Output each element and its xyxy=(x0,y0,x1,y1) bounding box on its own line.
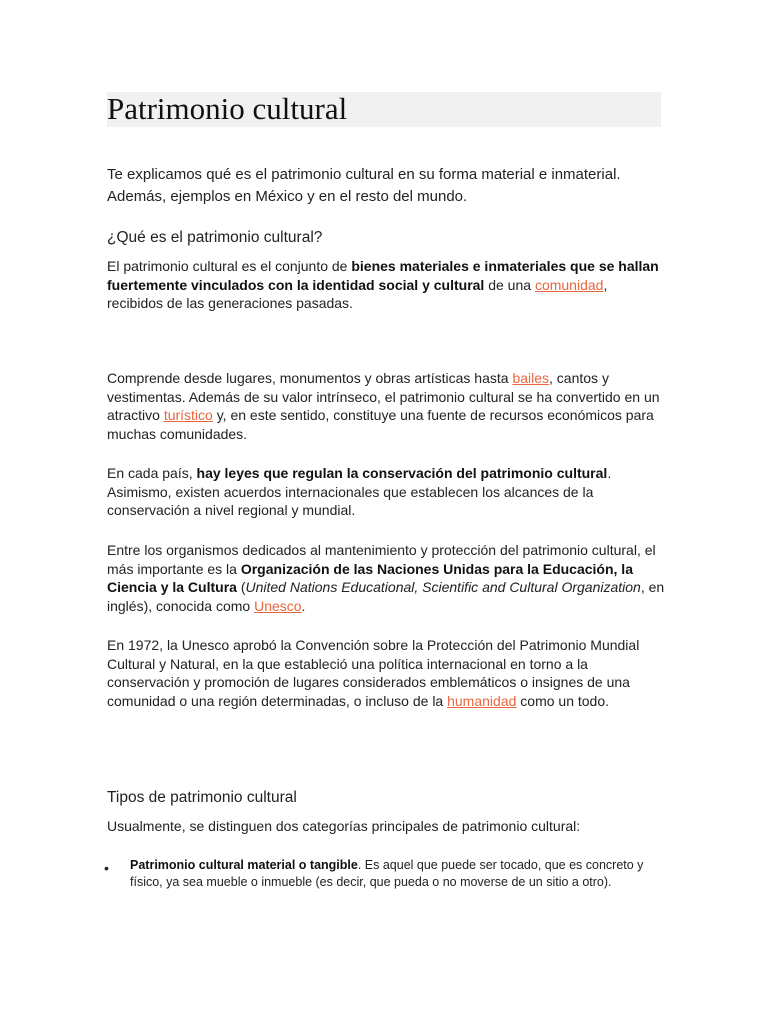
page-title: Patrimonio cultural xyxy=(107,91,348,126)
link-comunidad[interactable]: comunidad xyxy=(534,276,604,293)
link-turistico[interactable]: turístico xyxy=(163,407,213,423)
lead-paragraph: Te explicamos qué es el patrimonio cultural en su forma material e inmaterial. Además, ejemplos en México y en el resto del mundo. xyxy=(107,166,621,205)
paragraph-definition: El patrimonio cultural es el conjunto de bienes materiales e inmateriales que se hallan fuertemente vinculados con la identidad social y cultural de una comunidad, recibidos de las generaciones pasadas. xyxy=(107,258,659,311)
link-bailes[interactable]: bailes xyxy=(512,370,550,386)
paragraph-comprende: Comprende desde lugares, monumentos y obras artísticas hasta bailes, cantos y vestimentas. Además de su valor intrínseco, el patrimonio cultural se ha convertido en un atractivo turístico y, en este sentido, constituye una fuente de recursos económicos para muchas comunidades. xyxy=(107,370,660,442)
link-humanidad[interactable]: humanidad xyxy=(447,692,517,709)
section-heading-que-es: ¿Qué es el patrimonio cultural? xyxy=(107,229,323,246)
list-item-material: Patrimonio cultural material o tangible. Es aquel que puede ser tocado, que es concreto y físico, ya sea mueble o inmueble (es decir, que pueda o no moverse de un sitio a otro). xyxy=(130,858,644,889)
paragraph-organismos: Entre los organismos dedicados al mantenimiento y protección del patrimonio cultural, el más importante es la Organización de las Naciones Unidas para la Educación, la Ciencia y la Cultura (United Nations Educational, Scientific and Cultural Organization, en inglés), conocida como Unesco. xyxy=(107,542,665,614)
paragraph-leyes: En cada país, hay leyes que regulan la conservación del patrimonio cultural. Asimismo, existen acuerdos internacionales que establecen los alcances de la conservación a nivel regional y mundial. xyxy=(107,465,612,518)
paragraph-usualmente: Usualmente, se distinguen dos categorías principales de patrimonio cultural: xyxy=(107,818,581,834)
link-unesco[interactable]: Unesco xyxy=(254,597,302,614)
section-heading-tipos: Tipos de patrimonio cultural xyxy=(107,789,297,806)
bullet-marker: • xyxy=(104,860,109,876)
paragraph-1972: En 1972, la Unesco aprobó la Convención sobre la Protección del Patrimonio Mundial Cultural y Natural, en la que estableció una política internacional en torno a la conservación y promoción de lugares considerados emblemáticos o insignes de una comunidad o una región determinadas, o incluso de la humanidad como un todo. xyxy=(107,637,640,709)
